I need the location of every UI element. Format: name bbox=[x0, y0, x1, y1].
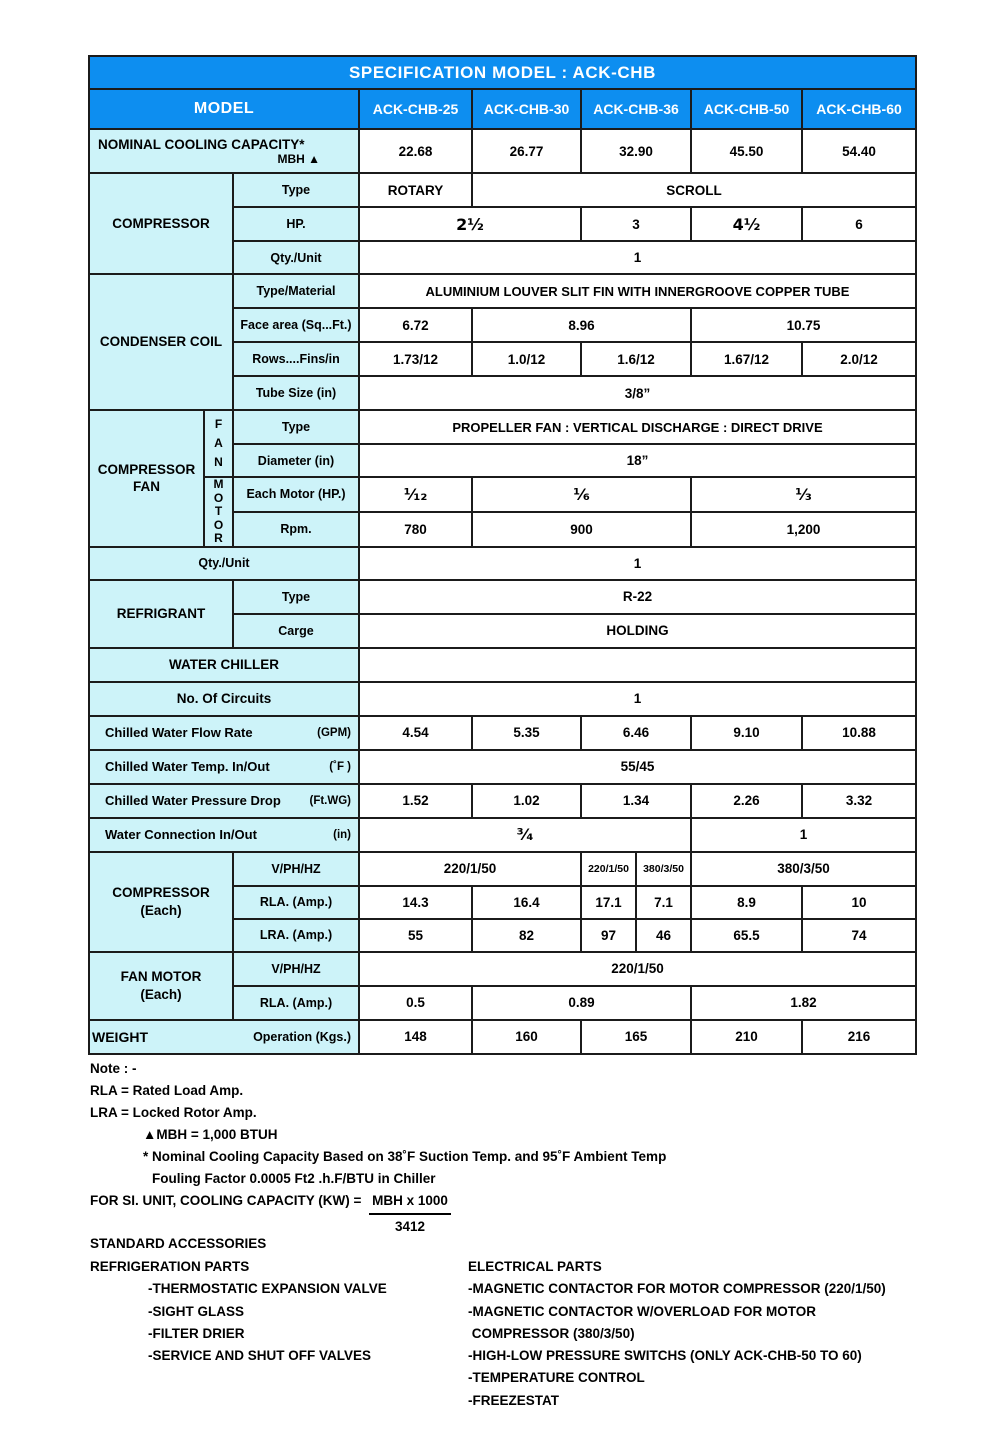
value-cell: 1.02 bbox=[472, 784, 581, 818]
row-unit: (˚F ) bbox=[329, 760, 351, 773]
row-label: RLA. (Amp.) bbox=[233, 986, 359, 1020]
row-label: Tube Size (in) bbox=[233, 376, 359, 410]
value-cell: 17.1 bbox=[581, 886, 636, 919]
row-label-text: Chilled Water Flow Rate bbox=[105, 725, 253, 740]
row-label-text: Water Connection In/Out bbox=[105, 827, 257, 842]
value-cell: 26.77 bbox=[472, 129, 581, 173]
value-cell: 2.26 bbox=[691, 784, 802, 818]
row-label: HP. bbox=[233, 207, 359, 241]
value-cell: 10.88 bbox=[802, 716, 916, 750]
electrical-parts-title: ELECTRICAL PARTS bbox=[468, 1259, 602, 1274]
spec-title: SPECIFICATION MODEL : ACK-CHB bbox=[89, 56, 916, 89]
note-lra: LRA = Locked Rotor Amp. bbox=[90, 1105, 257, 1120]
si-unit-formula bbox=[90, 1190, 930, 1238]
row-label-water-connection bbox=[89, 818, 359, 852]
value-cell: 1.0/12 bbox=[472, 342, 581, 376]
row-label: Each Motor (HP.) bbox=[233, 477, 359, 512]
value-cell: 2.0/12 bbox=[802, 342, 916, 376]
motor-vertical-label bbox=[204, 477, 233, 547]
row-label-pressure-drop bbox=[89, 784, 359, 818]
weight-unit: Operation (Kgs.) bbox=[253, 1029, 351, 1044]
value-cell: 46 bbox=[636, 919, 691, 952]
accessories-title: STANDARD ACCESSORIES bbox=[90, 1236, 267, 1251]
value-cell: 55 bbox=[359, 919, 472, 952]
row-label-text: Chilled Water Pressure Drop bbox=[105, 793, 281, 808]
value-cell: 210 bbox=[691, 1020, 802, 1054]
row-label-circuits: No. Of Circuits bbox=[89, 682, 359, 716]
row-label: Rows....Fins/in bbox=[233, 342, 359, 376]
value-cell: 9.10 bbox=[691, 716, 802, 750]
value-cell: 3.32 bbox=[802, 784, 916, 818]
model-column-chb60: ACK-CHB-60 bbox=[802, 89, 916, 129]
value-cell: 160 bbox=[472, 1020, 581, 1054]
value-cell: 4.54 bbox=[359, 716, 472, 750]
value-cell: ALUMINIUM LOUVER SLIT FIN WITH INNERGROOVE COPPER TUBE bbox=[359, 274, 916, 308]
value-cell: 3 bbox=[581, 207, 691, 241]
table-row bbox=[89, 852, 916, 886]
section-label-line2: (Each) bbox=[140, 986, 182, 1002]
value-cell: 6 bbox=[802, 207, 916, 241]
value-cell: 1,200 bbox=[691, 512, 916, 547]
value-cell: 14.3 bbox=[359, 886, 472, 919]
list-item: -MAGNETIC CONTACTOR FOR MOTOR COMPRESSOR (220/1/50) bbox=[468, 1281, 886, 1297]
table-row bbox=[89, 274, 916, 308]
note-nominal: * Nominal Cooling Capacity Based on 38˚F Suction Temp. and 95˚F Ambient Temp bbox=[143, 1149, 667, 1164]
table-row bbox=[89, 750, 916, 784]
formula-fraction bbox=[369, 1190, 451, 1238]
row-label: Type bbox=[233, 410, 359, 444]
value-cell: 55/45 bbox=[359, 750, 916, 784]
row-label-text: Chilled Water Temp. In/Out bbox=[105, 759, 270, 774]
list-item: -HIGH-LOW PRESSURE SWITCHS (ONLY ACK-CHB-50 TO 60) bbox=[468, 1348, 862, 1364]
model-column-chb25: ACK-CHB-25 bbox=[359, 89, 472, 129]
value-cell: 1.34 bbox=[581, 784, 691, 818]
value-cell: 3/8” bbox=[359, 376, 916, 410]
row-label: Qty./Unit bbox=[233, 241, 359, 274]
value-cell: 8.96 bbox=[472, 308, 691, 342]
value-cell: 780 bbox=[359, 512, 472, 547]
table-row bbox=[89, 784, 916, 818]
table-row bbox=[89, 952, 916, 986]
table-row bbox=[89, 682, 916, 716]
value-cell: 220/1/50 bbox=[359, 952, 916, 986]
list-item: COMPRESSOR (380/3/50) bbox=[468, 1325, 635, 1341]
section-label-weight bbox=[89, 1020, 359, 1054]
accessories-section bbox=[90, 1233, 960, 1408]
section-label-line1: FAN MOTOR bbox=[120, 968, 202, 984]
row-label: LRA. (Amp.) bbox=[233, 919, 359, 952]
note-rla: RLA = Rated Load Amp. bbox=[90, 1083, 244, 1098]
table-row bbox=[89, 477, 916, 512]
table-row bbox=[89, 410, 916, 444]
value-cell: 16.4 bbox=[472, 886, 581, 919]
table-row bbox=[89, 1020, 916, 1054]
value-cell: 220/1/50 bbox=[581, 852, 636, 886]
value-cell: PROPELLER FAN : VERTICAL DISCHARGE : DIRECT DRIVE bbox=[359, 410, 916, 444]
section-label-condenser-coil: CONDENSER COIL bbox=[89, 274, 233, 410]
value-cell: 6.72 bbox=[359, 308, 472, 342]
row-label: Rpm. bbox=[233, 512, 359, 547]
section-label-compressor-fan: COMPRESSOR FAN bbox=[89, 410, 204, 547]
row-label: Type bbox=[233, 173, 359, 207]
table-row bbox=[89, 56, 916, 89]
row-label: Qty./Unit bbox=[89, 547, 359, 580]
weight-label-text: WEIGHT bbox=[92, 1028, 148, 1045]
row-label: Carge bbox=[233, 614, 359, 648]
value-cell: 2½ bbox=[359, 207, 581, 241]
row-label: V/PH/HZ bbox=[233, 852, 359, 886]
refrigeration-parts-column bbox=[90, 1256, 460, 1367]
section-label-compressor-each bbox=[89, 852, 233, 952]
value-cell: 216 bbox=[802, 1020, 916, 1054]
list-item: -TEMPERATURE CONTROL bbox=[468, 1370, 645, 1386]
row-label: Face area (Sq...Ft.) bbox=[233, 308, 359, 342]
table-row bbox=[89, 89, 916, 129]
section-label-compressor: COMPRESSOR bbox=[89, 173, 233, 274]
fan-vertical-text: F A N bbox=[214, 417, 223, 469]
table-row bbox=[89, 716, 916, 750]
section-label-line2: (Each) bbox=[140, 902, 182, 918]
section-label-fan-motor-each bbox=[89, 952, 233, 1020]
row-label: Type bbox=[233, 580, 359, 614]
table-row bbox=[89, 648, 916, 682]
value-cell: ³⁄₄ bbox=[359, 818, 691, 852]
model-column-chb30: ACK-CHB-30 bbox=[472, 89, 581, 129]
motor-vertical-text: M O T O R bbox=[213, 477, 224, 545]
formula-denominator: 3412 bbox=[395, 1219, 426, 1234]
fan-vertical-label bbox=[204, 410, 233, 477]
value-cell: SCROLL bbox=[472, 173, 916, 207]
value-cell: ROTARY bbox=[359, 173, 472, 207]
value-cell: 45.50 bbox=[691, 129, 802, 173]
row-unit: (in) bbox=[333, 828, 351, 841]
section-label-line1: COMPRESSOR bbox=[112, 884, 210, 900]
table-row bbox=[89, 580, 916, 614]
value-cell: 1.73/12 bbox=[359, 342, 472, 376]
section-label-water-chiller: WATER CHILLER bbox=[89, 648, 359, 682]
electrical-parts-list bbox=[468, 1278, 960, 1412]
nominal-capacity-title: NOMINAL COOLING CAPACITY* bbox=[98, 136, 305, 152]
row-unit: (Ft.WG) bbox=[309, 794, 351, 807]
value-cell: ¹⁄₁₂ bbox=[359, 477, 472, 512]
value-cell: 1 bbox=[359, 682, 916, 716]
value-cell: 7.1 bbox=[636, 886, 691, 919]
list-item: -SERVICE AND SHUT OFF VALVES bbox=[148, 1348, 372, 1364]
list-item: -MAGNETIC CONTACTOR W/OVERLOAD FOR MOTOR bbox=[468, 1303, 816, 1319]
value-cell: 82 bbox=[472, 919, 581, 952]
value-cell: 1.6/12 bbox=[581, 342, 691, 376]
value-cell: 8.9 bbox=[691, 886, 802, 919]
note-fouling: Fouling Factor 0.0005 Ft2 .h.F/BTU in Chiller bbox=[152, 1171, 436, 1186]
value-cell: 22.68 bbox=[359, 129, 472, 173]
value-cell: 0.89 bbox=[472, 986, 691, 1020]
value-cell: 1.52 bbox=[359, 784, 472, 818]
value-cell: 97 bbox=[581, 919, 636, 952]
row-label: V/PH/HZ bbox=[233, 952, 359, 986]
value-cell: 4½ bbox=[691, 207, 802, 241]
value-cell: 1.82 bbox=[691, 986, 916, 1020]
value-cell: ¹⁄₆ bbox=[472, 477, 691, 512]
value-cell: 18” bbox=[359, 444, 916, 477]
spec-table bbox=[88, 55, 917, 1055]
value-cell: 32.90 bbox=[581, 129, 691, 173]
row-label-temp bbox=[89, 750, 359, 784]
notes-section bbox=[90, 1058, 930, 1238]
value-cell: 10.75 bbox=[691, 308, 916, 342]
value-cell: 1 bbox=[359, 547, 916, 580]
list-item: -THERMOSTATIC EXPANSION VALVE bbox=[148, 1281, 387, 1297]
electrical-parts-column bbox=[468, 1256, 960, 1412]
list-item: -SIGHT GLASS bbox=[148, 1303, 245, 1319]
row-label-flow-rate bbox=[89, 716, 359, 750]
value-cell: 1.67/12 bbox=[691, 342, 802, 376]
note-mbh: ▲MBH = 1,000 BTUH bbox=[143, 1127, 278, 1142]
model-header-cell: MODEL bbox=[89, 89, 359, 129]
row-unit: (GPM) bbox=[317, 726, 351, 739]
value-cell: HOLDING bbox=[359, 614, 916, 648]
value-cell: 900 bbox=[472, 512, 691, 547]
nominal-capacity-unit: MBH ▲ bbox=[277, 151, 320, 166]
table-row bbox=[89, 173, 916, 207]
value-cell: 380/3/50 bbox=[691, 852, 916, 886]
value-cell: 220/1/50 bbox=[359, 852, 581, 886]
section-label-refrigerant: REFRIGRANT bbox=[89, 580, 233, 648]
value-cell: 1 bbox=[359, 241, 916, 274]
note-title: Note : - bbox=[90, 1061, 137, 1076]
list-item: -FILTER DRIER bbox=[148, 1325, 245, 1341]
value-cell: 65.5 bbox=[691, 919, 802, 952]
value-cell: 380/3/50 bbox=[636, 852, 691, 886]
value-cell: 1 bbox=[691, 818, 916, 852]
list-item: -FREEZESTAT bbox=[468, 1392, 559, 1408]
refrigeration-parts-list bbox=[90, 1278, 460, 1367]
formula-prefix: FOR SI. UNIT, COOLING CAPACITY (KW) = bbox=[90, 1193, 362, 1208]
value-cell: 74 bbox=[802, 919, 916, 952]
value-cell: 6.46 bbox=[581, 716, 691, 750]
row-label: Type/Material bbox=[233, 274, 359, 308]
model-column-chb50: ACK-CHB-50 bbox=[691, 89, 802, 129]
value-cell: ¹⁄₃ bbox=[691, 477, 916, 512]
formula-numerator: MBH x 1000 bbox=[369, 1190, 451, 1215]
value-cell: 148 bbox=[359, 1020, 472, 1054]
table-row bbox=[89, 547, 916, 580]
table-row bbox=[89, 129, 916, 173]
value-cell: 165 bbox=[581, 1020, 691, 1054]
value-cell: 5.35 bbox=[472, 716, 581, 750]
value-cell: 10 bbox=[802, 886, 916, 919]
model-column-chb36: ACK-CHB-36 bbox=[581, 89, 691, 129]
row-label: Diameter (in) bbox=[233, 444, 359, 477]
value-cell: 54.40 bbox=[802, 129, 916, 173]
row-label: RLA. (Amp.) bbox=[233, 886, 359, 919]
empty-cell bbox=[359, 648, 916, 682]
table-row bbox=[89, 818, 916, 852]
value-cell: R-22 bbox=[359, 580, 916, 614]
refrigeration-parts-title: REFRIGERATION PARTS bbox=[90, 1259, 250, 1274]
value-cell: 0.5 bbox=[359, 986, 472, 1020]
nominal-capacity-label bbox=[89, 129, 359, 173]
